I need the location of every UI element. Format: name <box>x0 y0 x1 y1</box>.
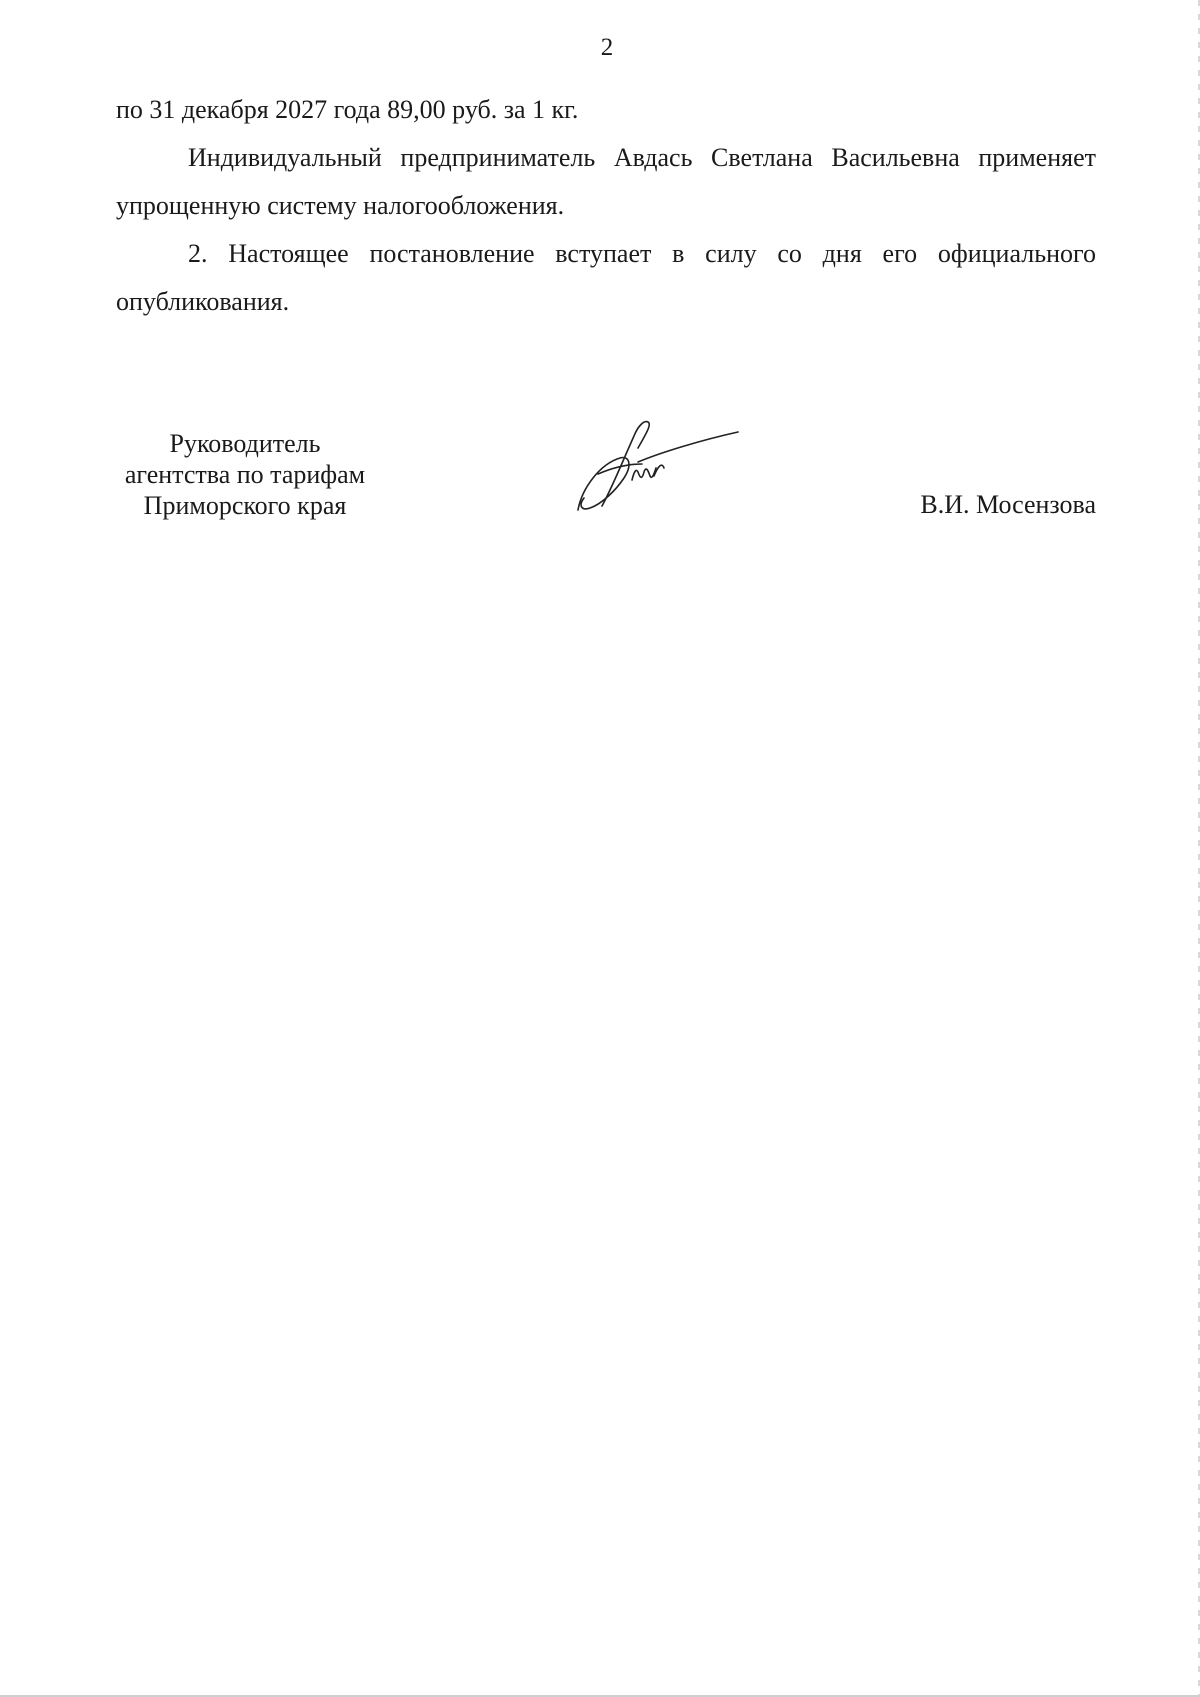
signatory-position <box>100 428 390 521</box>
signatory-position-line: Руководитель <box>169 429 321 458</box>
paragraph-tax-system: Индивидуальный предприниматель Авдась Светлана Васильевна применяет упрощенную систему налогообложения. <box>116 143 1096 220</box>
signatory-name: В.И. Мосензова <box>920 490 1096 519</box>
page-number: 2 <box>600 34 614 61</box>
document-body <box>116 86 1096 326</box>
signature-block <box>0 428 1200 538</box>
paragraph-continuation: по 31 декабря 2027 года 89,00 руб. за 1 кг. <box>116 95 579 124</box>
signatory-position-line: Приморского края <box>143 491 347 520</box>
handwritten-signature <box>572 418 742 528</box>
signatory-position-line: агентства по тарифам <box>124 460 366 489</box>
paragraph-effective-date: 2. Настоящее постановление вступает в силу со дня его официального опубликования. <box>116 239 1096 316</box>
